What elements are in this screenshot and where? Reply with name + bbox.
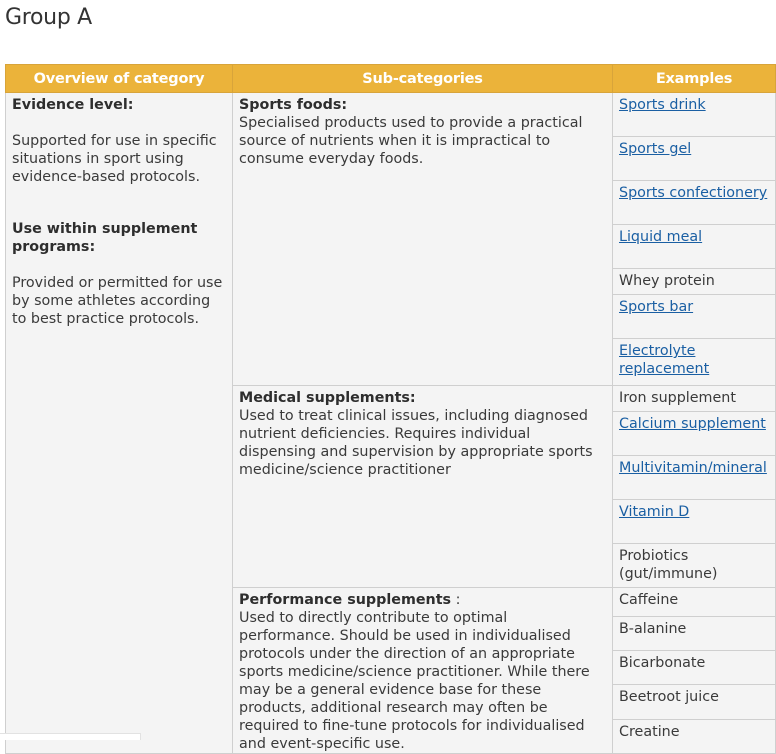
example-link-sports-gel[interactable]: Sports gel — [619, 141, 692, 157]
subcategory-title: Medical supplements: — [239, 390, 416, 406]
evidence-label: Evidence level: — [12, 97, 134, 113]
subcategory-medical-supplements — [233, 386, 613, 588]
page-heading: Group A — [5, 5, 92, 30]
example-cell[interactable] — [613, 412, 776, 456]
evidence-text: Supported for use in specific situations in sport using evidence-based protocols. — [12, 133, 217, 185]
example-cell[interactable] — [613, 456, 776, 500]
example-link-sports-bar[interactable]: Sports bar — [619, 299, 694, 315]
example-link-multivitamin-mineral[interactable]: Multivitamin/mineral — [619, 460, 767, 476]
example-cell[interactable] — [613, 181, 776, 225]
example-link-sports-confectionery[interactable]: Sports confectionery — [619, 185, 768, 201]
example-cell — [613, 269, 776, 295]
subcategory-description: Used to directly contribute to optimal performance. Should be used in individualised protocols under the direction of an appropriate sports medicine/science practitioner. While there may be a general evidence base for these products, additional research may often be required to fine-tune protocols for individualised and event-specific use. — [239, 610, 590, 752]
header-examples: Examples — [613, 65, 776, 93]
subcategory-performance-supplements — [233, 588, 613, 754]
header-overview: Overview of category — [6, 65, 233, 93]
example-link-sports-drink[interactable]: Sports drink — [619, 97, 706, 113]
example-cell — [613, 544, 776, 588]
subcategory-title: Performance supplements — [239, 592, 452, 608]
example-cell[interactable] — [613, 500, 776, 544]
example-cell — [613, 719, 776, 753]
example-cell — [613, 616, 776, 650]
example-cell — [613, 386, 776, 412]
example-probiotics: Probiotics (gut/immune) — [619, 548, 718, 582]
subcategory-description: Specialised products used to provide a practical source of nutrients when it is impractical to consume everyday foods. — [239, 115, 583, 167]
example-cell — [613, 685, 776, 719]
example-creatine: Creatine — [619, 723, 680, 740]
example-bicarbonate: Bicarbonate — [619, 655, 706, 672]
use-text: Provided or permitted for use by some athletes according to best practice protocols. — [12, 275, 223, 327]
example-link-liquid-meal[interactable]: Liquid meal — [619, 229, 703, 245]
table-header-row — [6, 65, 776, 93]
example-link-electrolyte-replacement[interactable]: Electrolyte replacement — [619, 343, 710, 377]
example-link-calcium-supplement[interactable]: Calcium supplement — [619, 416, 766, 432]
example-cell[interactable] — [613, 339, 776, 386]
example-beetroot-juice: Beetroot juice — [619, 689, 719, 706]
example-iron-supplement: Iron supplement — [619, 390, 736, 406]
example-cell — [613, 588, 776, 617]
subcategory-description: Used to treat clinical issues, including diagnosed nutrient deficiencies. Requires individual dispensing and supervision by appropriate sports medicine/science practitioner — [239, 408, 593, 478]
example-link-vitamin-d[interactable]: Vitamin D — [619, 504, 690, 520]
example-cell[interactable] — [613, 225, 776, 269]
subcategory-title-suffix: : — [451, 592, 461, 608]
example-caffeine: Caffeine — [619, 592, 679, 608]
example-cell — [613, 651, 776, 685]
example-cell[interactable] — [613, 295, 776, 339]
supplement-table — [5, 64, 776, 754]
example-b-alanine: B-alanine — [619, 620, 687, 637]
use-label: Use within supplement programs: — [12, 221, 198, 255]
overview-cell — [6, 93, 233, 754]
subcategory-title: Sports foods: — [239, 97, 348, 113]
example-cell[interactable] — [613, 93, 776, 137]
example-cell[interactable] — [613, 137, 776, 181]
header-subcategories: Sub-categories — [233, 65, 613, 93]
subcategory-sports-foods — [233, 93, 613, 386]
table-row — [6, 93, 776, 137]
example-whey-protein: Whey protein — [619, 273, 715, 289]
